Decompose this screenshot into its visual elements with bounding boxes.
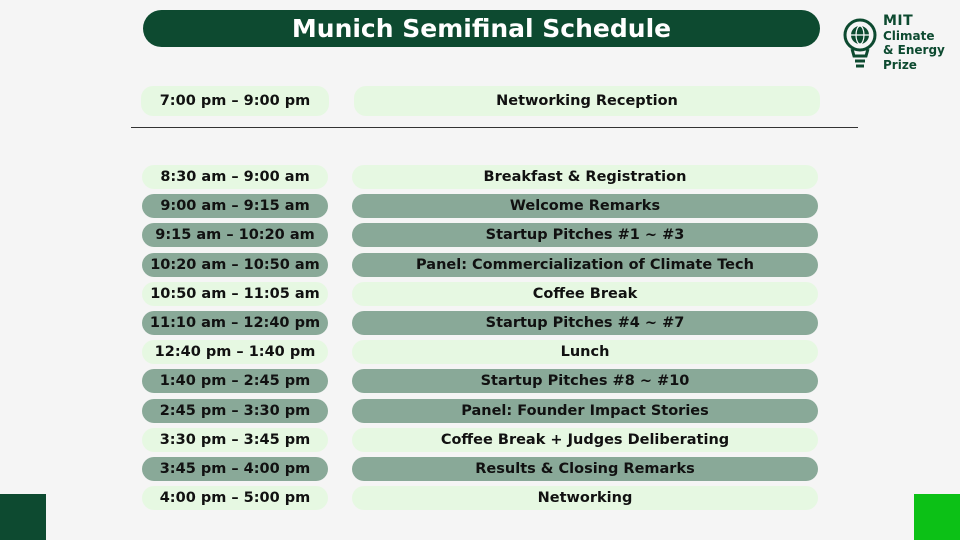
schedule-time: 4:00 pm – 5:00 pm — [142, 486, 328, 510]
schedule-event: Startup Pitches #8 ~ #10 — [352, 369, 818, 393]
schedule-event: Startup Pitches #1 ~ #3 — [352, 223, 818, 247]
evening-time: 7:00 pm – 9:00 pm — [141, 86, 329, 116]
section-divider — [131, 127, 858, 128]
logo-line-prize: Prize — [883, 57, 917, 72]
schedule-event: Coffee Break — [352, 282, 818, 306]
schedule-time: 8:30 am – 9:00 am — [142, 165, 328, 189]
page-title: Munich Semifinal Schedule — [143, 10, 820, 47]
schedule-event: Lunch — [352, 340, 818, 364]
evening-event: Networking Reception — [354, 86, 820, 116]
logo-line-climate: Climate — [883, 28, 935, 43]
schedule-event: Results & Closing Remarks — [352, 457, 818, 481]
schedule-time: 9:00 am – 9:15 am — [142, 194, 328, 218]
logo-line-mit: MIT — [883, 13, 914, 29]
schedule-event: Panel: Commercialization of Climate Tech — [352, 253, 818, 277]
schedule-time: 3:45 pm – 4:00 pm — [142, 457, 328, 481]
schedule-event: Breakfast & Registration — [352, 165, 818, 189]
schedule-time: 10:50 am – 11:05 am — [142, 282, 328, 306]
logo-wordmark — [883, 14, 945, 72]
corner-block-right — [914, 494, 960, 540]
schedule-time: 12:40 pm – 1:40 pm — [142, 340, 328, 364]
schedule-event: Networking — [352, 486, 818, 510]
schedule-event: Panel: Founder Impact Stories — [352, 399, 818, 423]
schedule-time: 2:45 pm – 3:30 pm — [142, 399, 328, 423]
schedule-event: Welcome Remarks — [352, 194, 818, 218]
schedule-time: 1:40 pm – 2:45 pm — [142, 369, 328, 393]
schedule-event: Startup Pitches #4 ~ #7 — [352, 311, 818, 335]
schedule-time: 3:30 pm – 3:45 pm — [142, 428, 328, 452]
logo-line-energy: & Energy — [883, 43, 945, 58]
schedule-time: 10:20 am – 10:50 am — [142, 253, 328, 277]
schedule-time: 9:15 am – 10:20 am — [142, 223, 328, 247]
schedule-event: Coffee Break + Judges Deliberating — [352, 428, 818, 452]
lightbulb-globe-icon — [842, 16, 878, 74]
mit-climate-energy-prize-logo — [842, 14, 952, 76]
schedule-time: 11:10 am – 12:40 pm — [142, 311, 328, 335]
corner-block-left — [0, 494, 46, 540]
